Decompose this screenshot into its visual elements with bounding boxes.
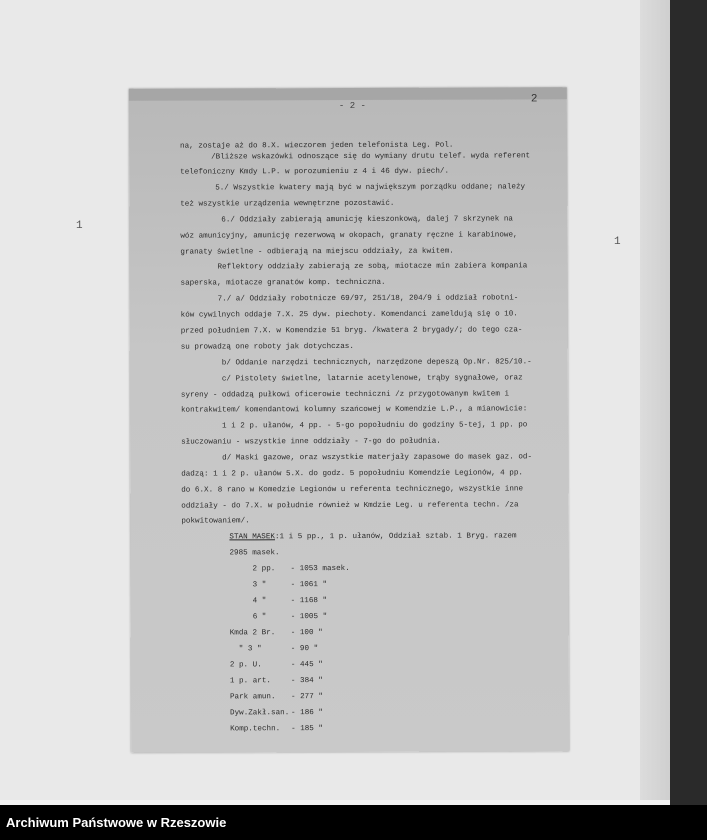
mask-unit: 4 ": [252, 597, 267, 606]
mask-unit: 1 p. art.: [229, 677, 271, 686]
mask-unit: 6 ": [252, 613, 267, 622]
scan-shadow-strip: [640, 0, 670, 800]
doc-line: d/ Maski gazowe, oraz wszystkie materjały zapasowe do masek gaz. od-: [222, 453, 533, 463]
doc-line: telefoniczny Kmdy L.P. w porozumieniu z 4 i 46 dyw. piech/.: [180, 167, 450, 177]
mask-count: - 185 ": [291, 725, 323, 734]
doc-line: 6./ Oddziały zabierają amunicję kieszonkową, dalej 7 skrzynek na: [221, 215, 513, 225]
stan-masek-text: :1 i 5 pp., 1 p. ułanów, Oddział sztab. 1 Bryg. razem: [274, 532, 517, 542]
doc-line: pokwitowaniem/.: [181, 517, 250, 526]
mask-unit: Komp.techn.: [230, 725, 281, 734]
doc-line: 5./ Wszystkie kwatery mają być w największym porządku oddane; należy: [215, 183, 526, 193]
mask-count: - 1053 masek.: [290, 564, 350, 574]
mask-unit: Dyw.Zakł.san.: [230, 709, 290, 718]
scan-dark-edge: [670, 0, 707, 805]
mask-count: - 384 ": [290, 677, 323, 686]
doc-line: c/ Pistolety świetlne, latarnie acetylenowe, trąby sygnałowe, oraz: [221, 374, 523, 384]
archive-footer: [0, 805, 707, 840]
doc-line: 1 i 2 p. ułanów, 4 pp. - 5-go popołudniu do godziny 5-tej, 1 pp. po: [222, 421, 528, 431]
mask-unit: " 3 ": [238, 645, 262, 654]
doc-line: ków cywilnych oddaje 7.X. 25 dyw. piechoty. Komendanci zameldują się o 10.: [180, 310, 518, 320]
page-top-shadow: [129, 87, 567, 101]
stan-masek-total: 2985 masek.: [229, 549, 280, 558]
doc-line: 7./ a/ Oddziały robotnicze 69/97, 251/18, 204/9 i oddział robotni-: [217, 294, 519, 304]
mask-count: - 186 ": [291, 709, 323, 718]
doc-line: słuczowaniu - wszystkie inne oddziały - 7-go do południa.: [181, 437, 441, 447]
doc-line: dadzą: 1 i 2 p. ułanów 5.X. do godz. 5 popołudniu Komendzie Legionów, 4 pp.: [181, 469, 523, 479]
mask-unit: 2 pp.: [252, 565, 276, 574]
doc-line: granaty świetlne - odbierają na miejscu oddziały, za kwitem.: [180, 247, 454, 257]
doc-line: /Bliższe wskazówki odnoszące się do wymiany drutu telef. wyda referent: [211, 152, 531, 162]
doc-line: też wszystkie urządzenia wewnętrzne pozostawić.: [180, 199, 395, 209]
margin-mark: 1: [614, 236, 621, 248]
doc-line: przed południem 7.X. w Komendzie 51 bryg. /kwatera 2 brygady/; do tego cza-: [180, 326, 523, 336]
doc-line: saperska, miotacze granatów komp. techniczna.: [180, 278, 386, 288]
mask-count: - 1168 ": [290, 597, 328, 606]
mask-count: - 1061 ": [290, 581, 328, 590]
stan-masek-line: [229, 533, 516, 542]
mask-count: - 1005 ": [290, 613, 328, 622]
doc-line: su prowadzą one roboty jak dotychczas.: [180, 342, 354, 352]
doc-line: do 6.X. 8 rano w Komedzie Legionów u referenta technicznego, wszystkie inne: [181, 485, 524, 495]
stan-masek-label: STAN MASEK: [229, 533, 276, 542]
margin-mark: 1: [76, 220, 83, 232]
doc-line: oddziały - do 7.X. w południe również w Kmdzie Leg. u referenta techn. /za: [181, 501, 519, 511]
top-page-mark: - 2 -: [338, 100, 366, 112]
doc-line: Reflektory oddziały zabierają ze sobą, miotacze min zabiera kompania: [217, 262, 528, 272]
mask-unit: Kmda 2 Br.: [229, 629, 276, 638]
doc-line: syreny - oddadzą pułkowi oficerowie techniczni /z przygotowanym kwitem i: [180, 390, 510, 400]
doc-line: na, zostaje aż do 8.X. wieczorem jeden telefonista Leg. Pol.: [180, 141, 454, 151]
doc-line: b/ Oddanie narzędzi technicznych, narzędzone depeszą Op.Nr. 825/10.-: [221, 358, 532, 368]
mask-unit: Park amun.: [229, 693, 276, 702]
mask-count: - 90 ": [290, 645, 319, 654]
mask-count: - 100 ": [290, 629, 323, 638]
archive-label: Archiwum Państwowe w Rzeszowie: [6, 815, 227, 830]
page-number: 2: [530, 93, 538, 106]
mask-count: - 445 ": [290, 661, 323, 670]
mask-unit: 2 p. U.: [229, 661, 262, 670]
document-page: [129, 87, 569, 753]
mask-count: - 277 ": [290, 693, 323, 702]
doc-line: wóz amunicyjny, amunicję rezerwową w okopach, granaty ręczne i karabinowe,: [180, 231, 518, 241]
mask-unit: 3 ": [252, 581, 267, 590]
doc-line: kontrakwitem/ komendantowi kolumny szańcowej w Komendzie L.P., a mianowicie:: [180, 405, 528, 415]
